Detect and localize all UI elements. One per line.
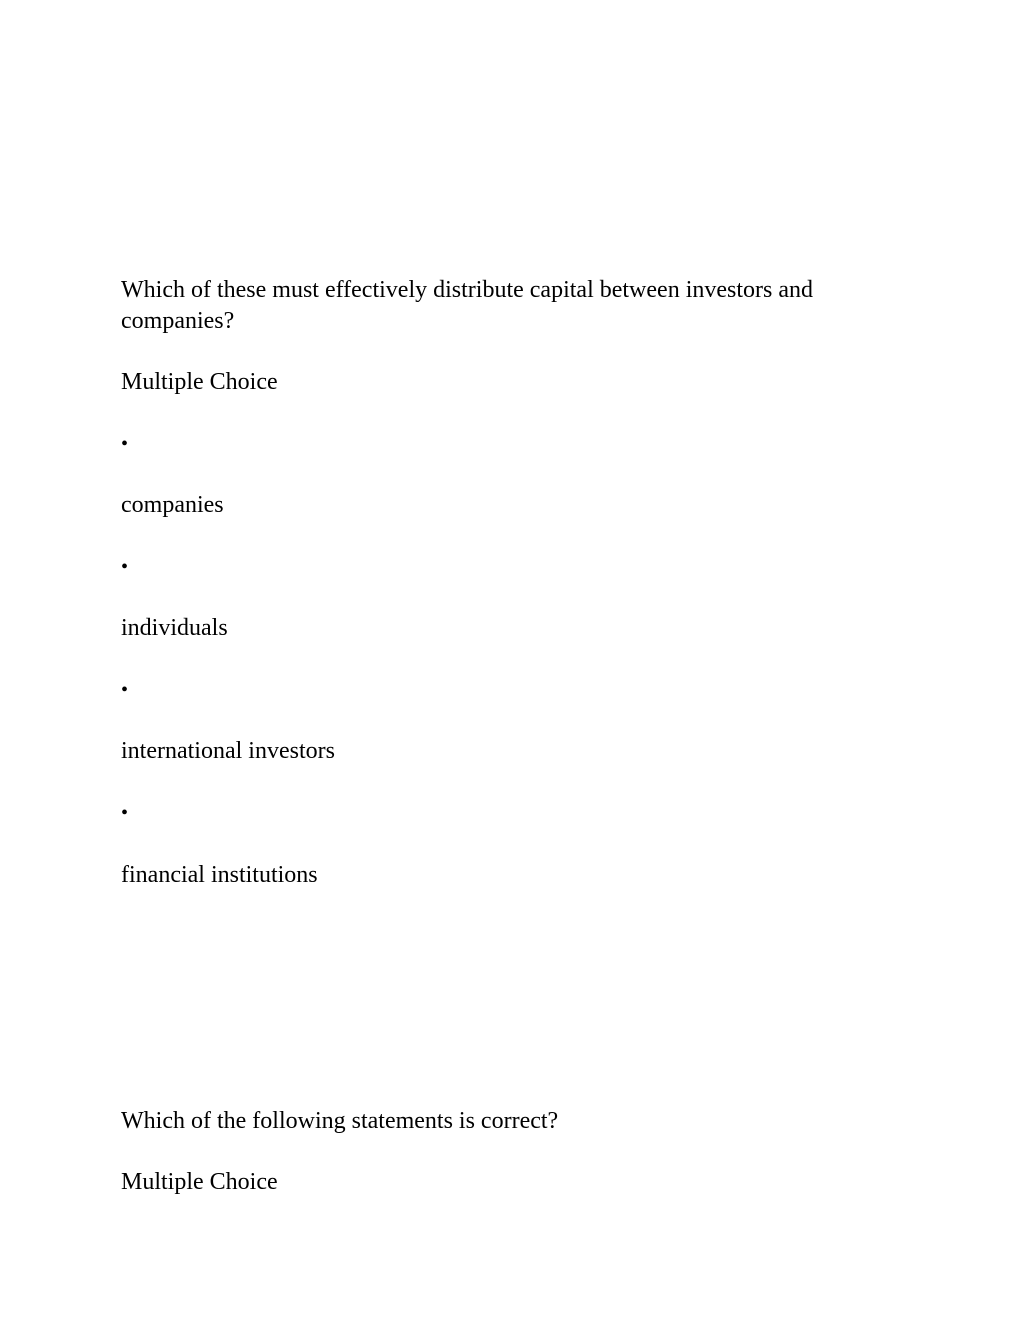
option-3-label: international investors [121,738,335,764]
option-2-label: individuals [121,615,228,641]
option-4-bullet: • [121,802,129,824]
option-1-label: companies [121,492,224,518]
option-4-label: financial institutions [121,862,318,888]
question-1-type-label: Multiple Choice [121,369,278,395]
option-3-bullet: • [121,679,129,701]
option-1-bullet: • [121,433,129,455]
question-2-text: Which of the following statements is correct? [121,1108,559,1134]
question-1-text: Which of these must effectively distribute capital between investors and companies? [121,277,814,334]
option-2-bullet: • [121,556,129,578]
question-2-type-label: Multiple Choice [121,1169,278,1195]
